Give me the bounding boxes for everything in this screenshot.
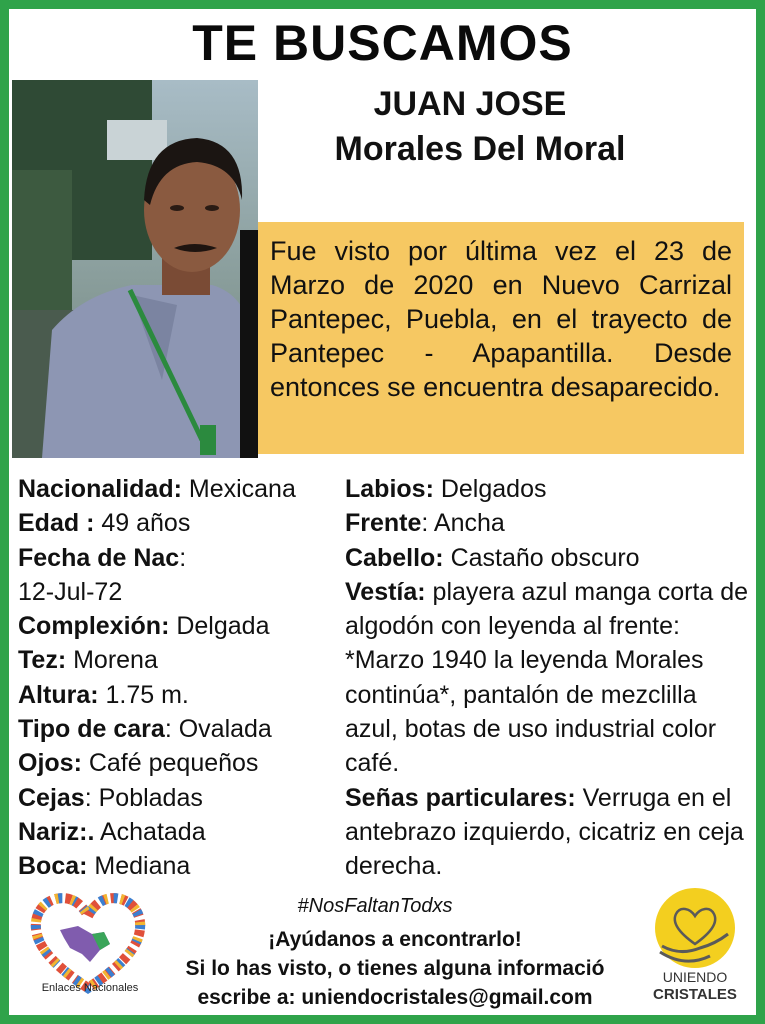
detail-clothing xyxy=(345,575,750,781)
detail-complexion xyxy=(18,643,348,677)
detail-value: Castaño obscuro xyxy=(443,543,640,572)
last-seen-notice: Fue visto por última vez el 23 de Marzo de 2020 en Nuevo Carrizal Pantepec, Puebla, en el trayecto de Pantepec - Apapantilla. Desde entonces se encuentra desaparecido. xyxy=(258,222,744,454)
missing-person-last-name: Morales Del Moral xyxy=(334,130,626,168)
detail-label: Boca: xyxy=(18,852,88,881)
info-request: Si lo has visto, o tienes alguna informació xyxy=(185,957,605,980)
contact-email: escribe a: uniendocristales@gmail.com xyxy=(197,986,593,1009)
detail-label: Ojos: xyxy=(18,749,82,778)
details-right-column xyxy=(345,472,750,884)
detail-birth-date-label xyxy=(18,541,348,575)
detail-label: Señas particulares: xyxy=(345,783,576,812)
detail-value: 1.75 m. xyxy=(98,680,189,709)
help-request: ¡Ayúdanos a encontrarlo! xyxy=(268,928,522,951)
detail-label: Fecha de Nac xyxy=(18,543,180,572)
detail-nose xyxy=(18,815,348,849)
detail-eyebrows xyxy=(18,781,348,815)
detail-birth-date xyxy=(18,575,348,609)
detail-value: Morena xyxy=(66,646,158,675)
detail-label: Complexión: xyxy=(18,612,170,641)
logo-right-line1: UNIENDO xyxy=(662,969,728,985)
hand-heart-icon xyxy=(640,886,750,1006)
detail-value: : Ancha xyxy=(421,509,505,538)
detail-label: Tez: xyxy=(18,646,67,675)
detail-value: Delgada xyxy=(169,612,270,641)
detail-value: : xyxy=(179,543,187,572)
detail-nationality xyxy=(18,472,348,506)
detail-value: : Pobladas xyxy=(84,783,203,812)
hashtag: #NosFaltanTodxs xyxy=(297,895,453,917)
detail-label: Vestía: xyxy=(345,577,426,606)
detail-forehead xyxy=(345,506,750,540)
detail-lips xyxy=(345,472,750,506)
detail-label: Frente xyxy=(345,509,422,538)
detail-label: Tipo de cara xyxy=(18,715,165,744)
detail-eyes xyxy=(18,746,348,780)
detail-label: Cejas xyxy=(18,783,85,812)
detail-build xyxy=(18,609,348,643)
detail-value: Verruga en el antebrazo izquierdo, cicatriz en ceja derecha. xyxy=(345,783,744,881)
detail-hair xyxy=(345,541,750,575)
detail-value: Delgados xyxy=(433,475,547,503)
detail-value: Café pequeños xyxy=(81,749,259,778)
detail-value: Mexicana xyxy=(181,475,296,503)
detail-face-type xyxy=(18,712,348,746)
details-left-column xyxy=(18,472,348,884)
detail-value: Achatada xyxy=(94,817,206,846)
detail-value: playera azul manga corta de algodón con leyenda al frente: *Marzo 1940 la leyenda Morales continúa*, pantalón de mezclilla azul, botas de uso industrial color café. xyxy=(345,577,749,778)
detail-mouth xyxy=(18,849,348,883)
detail-height xyxy=(18,678,348,712)
detail-label: Nacionalidad: xyxy=(18,475,182,503)
detail-label: Cabello: xyxy=(345,543,444,572)
detail-age xyxy=(18,506,348,540)
detail-value: 49 años xyxy=(94,509,191,538)
poster-title: TE BUSCAMOS xyxy=(192,15,573,71)
detail-label: Edad : xyxy=(18,509,95,538)
missing-person-first-name: JUAN JOSE xyxy=(373,85,567,123)
logo-left-caption: Enlaces Nacionales xyxy=(41,982,139,994)
detail-value: : Ovalada xyxy=(164,715,272,744)
detail-label: Altura: xyxy=(18,680,99,709)
missing-person-photo xyxy=(12,80,258,458)
detail-label: Nariz:. xyxy=(18,817,95,846)
logo-right-line2: CRISTALES xyxy=(653,986,737,1003)
detail-value: 12-Jul-72 xyxy=(18,577,123,606)
detail-value: Mediana xyxy=(87,852,191,881)
detail-distinguishing-marks xyxy=(345,781,750,884)
detail-label: Labios: xyxy=(345,475,434,503)
